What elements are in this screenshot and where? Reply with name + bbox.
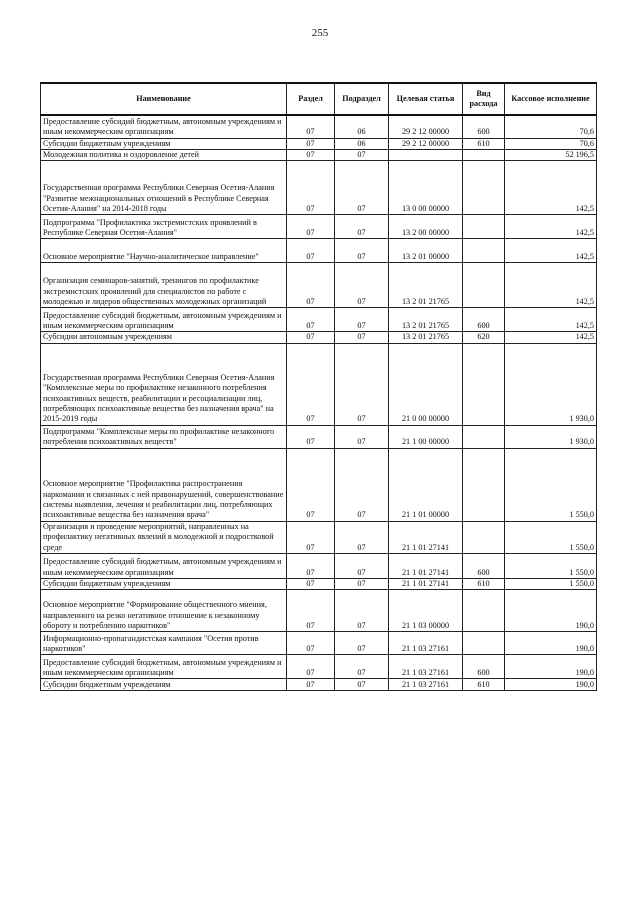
row-target: 13 2 01 00000 bbox=[389, 239, 463, 263]
table-row bbox=[41, 578, 597, 589]
row-target: 13 2 01 21765 bbox=[389, 332, 463, 343]
row-amount: 1 550,0 bbox=[505, 448, 597, 521]
table-row bbox=[41, 655, 597, 679]
row-subsection: 07 bbox=[335, 425, 389, 448]
row-name: Государственная программа Республики Северная Осетия-Алания "Развитие межнациональных отношений в Республике Северная Осетия-Алания" на 2014-2018 годы bbox=[41, 161, 287, 215]
row-type: 600 bbox=[463, 655, 505, 679]
header-type: Вид расхода bbox=[463, 83, 505, 115]
budget-table bbox=[40, 82, 597, 691]
row-target: 13 2 00 00000 bbox=[389, 215, 463, 239]
header-name: Наименование bbox=[41, 83, 287, 115]
row-subsection: 07 bbox=[335, 655, 389, 679]
row-amount: 142,5 bbox=[505, 215, 597, 239]
row-type bbox=[463, 161, 505, 215]
row-type: 610 bbox=[463, 679, 505, 691]
row-target: 13 2 01 21765 bbox=[389, 308, 463, 332]
row-target: 21 1 01 27141 bbox=[389, 578, 463, 589]
row-section: 07 bbox=[287, 161, 335, 215]
row-subsection: 07 bbox=[335, 263, 389, 308]
row-name: Организация семинаров-занятий, тренингов по профилактике экстремистских проявлений для специалистов по работе с молодежью и лидеров общественных молодежных организаций bbox=[41, 263, 287, 308]
row-section: 07 bbox=[287, 138, 335, 149]
header-subsection: Подраздел bbox=[335, 83, 389, 115]
row-section: 07 bbox=[287, 590, 335, 632]
row-target: 13 0 00 00000 bbox=[389, 161, 463, 215]
row-subsection: 07 bbox=[335, 632, 389, 655]
row-name: Основное мероприятие "Профилактика распространения наркомании и связанных с ней правонарушений, совершенствование системы выявления, лечения и реабилитации лиц, потребляющих психоактивные вещества без назначения врача" bbox=[41, 448, 287, 521]
row-amount: 1 930,0 bbox=[505, 425, 597, 448]
row-type bbox=[463, 239, 505, 263]
row-section: 07 bbox=[287, 521, 335, 553]
table-row bbox=[41, 553, 597, 578]
table-row bbox=[41, 263, 597, 308]
row-name: Субсидии бюджетным учреждениям bbox=[41, 138, 287, 149]
row-type bbox=[463, 448, 505, 521]
row-subsection: 06 bbox=[335, 138, 389, 149]
row-type bbox=[463, 632, 505, 655]
page-number: 255 bbox=[311, 27, 329, 39]
row-section: 07 bbox=[287, 425, 335, 448]
row-amount: 70,6 bbox=[505, 115, 597, 138]
table-row bbox=[41, 632, 597, 655]
row-name: Субсидии бюджетным учреждениям bbox=[41, 578, 287, 589]
row-amount: 142,5 bbox=[505, 308, 597, 332]
row-subsection: 07 bbox=[335, 149, 389, 160]
header-target: Целевая статья bbox=[389, 83, 463, 115]
row-name: Основное мероприятие "Научно-аналитическое направление" bbox=[41, 239, 287, 263]
row-type: 600 bbox=[463, 115, 505, 138]
row-name: Подпрограмма "Комплексные меры по профилактике незаконного потребления психоактивных веществ" bbox=[41, 425, 287, 448]
row-type: 620 bbox=[463, 332, 505, 343]
row-name: Предоставление субсидий бюджетным, автономным учреждениям и иным некоммерческим организациям bbox=[41, 655, 287, 679]
header-cash: Кассовое исполнение bbox=[505, 83, 597, 115]
row-name: Субсидии автономным учреждениям bbox=[41, 332, 287, 343]
row-name: Подпрограмма "Профилактика экстремистских проявлений в Республике Северная Осетия-Алания" bbox=[41, 215, 287, 239]
row-target: 21 1 01 27141 bbox=[389, 521, 463, 553]
row-section: 07 bbox=[287, 632, 335, 655]
row-amount: 142,5 bbox=[505, 332, 597, 343]
row-type bbox=[463, 521, 505, 553]
row-name: Предоставление субсидий бюджетным, автономным учреждениям и иным некоммерческим организациям bbox=[41, 115, 287, 138]
row-amount: 1 550,0 bbox=[505, 521, 597, 553]
row-amount: 142,5 bbox=[505, 239, 597, 263]
row-type bbox=[463, 590, 505, 632]
row-type bbox=[463, 215, 505, 239]
row-target: 21 1 03 27161 bbox=[389, 632, 463, 655]
row-subsection: 06 bbox=[335, 115, 389, 138]
row-subsection: 07 bbox=[335, 521, 389, 553]
row-amount: 1 550,0 bbox=[505, 578, 597, 589]
row-type: 600 bbox=[463, 553, 505, 578]
row-amount: 1 930,0 bbox=[505, 343, 597, 425]
row-target bbox=[389, 149, 463, 160]
row-type bbox=[463, 263, 505, 308]
row-section: 07 bbox=[287, 263, 335, 308]
table-row bbox=[41, 239, 597, 263]
row-type: 610 bbox=[463, 578, 505, 589]
row-target: 21 1 01 27141 bbox=[389, 553, 463, 578]
table-row bbox=[41, 161, 597, 215]
row-subsection: 07 bbox=[335, 239, 389, 263]
row-section: 07 bbox=[287, 655, 335, 679]
row-section: 07 bbox=[287, 679, 335, 691]
table-row bbox=[41, 332, 597, 343]
table-row bbox=[41, 149, 597, 160]
row-section: 07 bbox=[287, 149, 335, 160]
table-row bbox=[41, 115, 597, 138]
table-row bbox=[41, 448, 597, 521]
row-amount: 1 550,0 bbox=[505, 553, 597, 578]
row-type bbox=[463, 149, 505, 160]
row-type: 610 bbox=[463, 138, 505, 149]
row-type: 600 bbox=[463, 308, 505, 332]
row-target: 21 1 03 00000 bbox=[389, 590, 463, 632]
row-section: 07 bbox=[287, 308, 335, 332]
row-subsection: 07 bbox=[335, 590, 389, 632]
row-amount: 52 196,5 bbox=[505, 149, 597, 160]
row-subsection: 07 bbox=[335, 553, 389, 578]
row-amount: 190,0 bbox=[505, 632, 597, 655]
row-subsection: 07 bbox=[335, 448, 389, 521]
table-header bbox=[41, 83, 597, 115]
row-subsection: 07 bbox=[335, 215, 389, 239]
row-target: 29 2 12 00000 bbox=[389, 115, 463, 138]
row-target: 29 2 12 00000 bbox=[389, 138, 463, 149]
row-amount: 142,5 bbox=[505, 161, 597, 215]
table-row bbox=[41, 590, 597, 632]
table-row bbox=[41, 425, 597, 448]
table-row bbox=[41, 138, 597, 149]
row-subsection: 07 bbox=[335, 332, 389, 343]
row-section: 07 bbox=[287, 115, 335, 138]
row-name: Организация и проведение мероприятий, направленных на профилактику негативных явлений в молодежной и подростковой среде bbox=[41, 521, 287, 553]
table-row bbox=[41, 343, 597, 425]
row-target: 21 1 03 27161 bbox=[389, 679, 463, 691]
row-section: 07 bbox=[287, 448, 335, 521]
row-name: Информационно-пропагандистская кампания "Осетия против наркотиков" bbox=[41, 632, 287, 655]
row-target: 21 1 00 00000 bbox=[389, 425, 463, 448]
row-section: 07 bbox=[287, 239, 335, 263]
row-amount: 190,0 bbox=[505, 679, 597, 691]
row-target: 21 1 03 27161 bbox=[389, 655, 463, 679]
row-name: Предоставление субсидий бюджетным, автономным учреждениям и иным некоммерческим организациям bbox=[41, 553, 287, 578]
row-type bbox=[463, 425, 505, 448]
row-subsection: 07 bbox=[335, 161, 389, 215]
table-body bbox=[41, 115, 597, 691]
row-subsection: 07 bbox=[335, 343, 389, 425]
table-row bbox=[41, 679, 597, 691]
row-name: Основное мероприятие "Формирование общественного мнения, направленного на резко негативное отношение к незаконному обороту и потреблению наркотиков" bbox=[41, 590, 287, 632]
table-row bbox=[41, 308, 597, 332]
row-section: 07 bbox=[287, 343, 335, 425]
row-name: Государственная программа Республики Северная Осетия-Алания "Комплексные меры по профилактике незаконного потребления психоактивных веществ, реабилитации и ресоциализации лиц, потребляющих психоактивные вещества без назначения врача" на 2015-2019 годы bbox=[41, 343, 287, 425]
row-subsection: 07 bbox=[335, 578, 389, 589]
row-target: 13 2 01 21765 bbox=[389, 263, 463, 308]
row-section: 07 bbox=[287, 578, 335, 589]
row-name: Молодежная политика и оздоровление детей bbox=[41, 149, 287, 160]
row-name: Субсидии бюджетным учреждениям bbox=[41, 679, 287, 691]
row-section: 07 bbox=[287, 215, 335, 239]
row-section: 07 bbox=[287, 332, 335, 343]
header-section: Раздел bbox=[287, 83, 335, 115]
row-type bbox=[463, 343, 505, 425]
row-amount: 70,6 bbox=[505, 138, 597, 149]
row-subsection: 07 bbox=[335, 308, 389, 332]
row-amount: 190,0 bbox=[505, 590, 597, 632]
row-amount: 142,5 bbox=[505, 263, 597, 308]
row-section: 07 bbox=[287, 553, 335, 578]
row-subsection: 07 bbox=[335, 679, 389, 691]
table-row bbox=[41, 215, 597, 239]
table-row bbox=[41, 521, 597, 553]
row-target: 21 0 00 00000 bbox=[389, 343, 463, 425]
row-name: Предоставление субсидий бюджетным, автономным учреждениям и иным некоммерческим организациям bbox=[41, 308, 287, 332]
row-target: 21 1 01 00000 bbox=[389, 448, 463, 521]
row-amount: 190,0 bbox=[505, 655, 597, 679]
